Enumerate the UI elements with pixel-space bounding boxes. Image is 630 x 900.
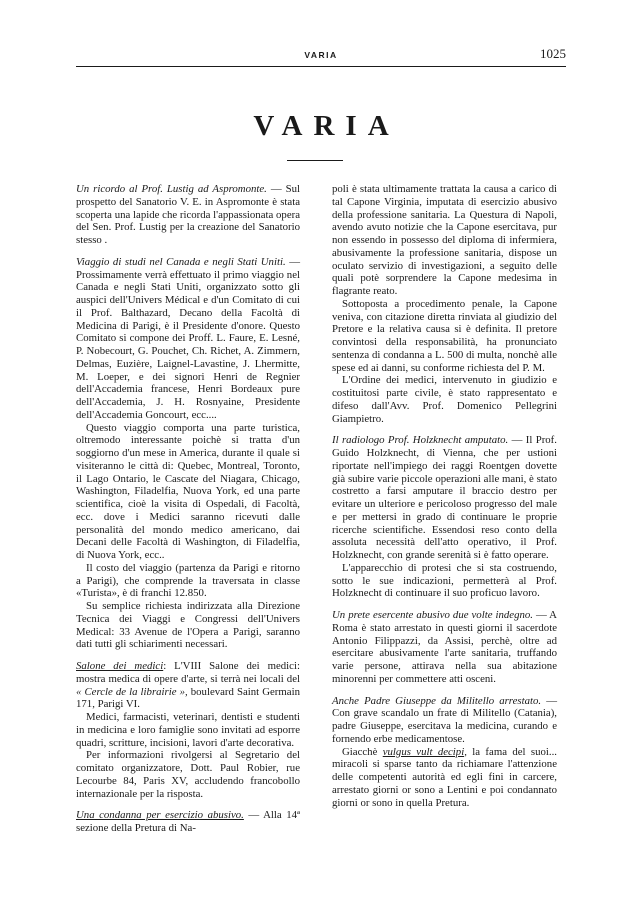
paragraph: Il costo del viaggio (partenza da Parigi e ritorno a Parigi), che comprende la traversata in classe «Turista», è di franchi 12.850. xyxy=(76,561,300,600)
article-title: Salone dei medici xyxy=(76,660,164,672)
article-body: — Prossimamente verrà effettuato il primo viaggio nel Canada e negli Stati Uniti, organizzato sotto gli auspici dell'Univers Médical e d'un Comitato di cui il Prof. Balthazard, Decano della Facoltà di Medicina di Parigi, è il Presidente d'onore. Questo Comitato si compone dei Proff. L. Faure, E. Lesné, P. Nobecourt, G. Pouchet, Ch. Richet, A. Zimmern, Delmas, Euzière, Laignel-Lavastine, J. Lhermitte, M. Loeper, e dei signori Henri de Regnier dell'Accademia francese, Henri Bordeaux pure dell'Accademia, J. H. Rosnyaine, Presidente dell'Accademia Goncourt, ecc.... xyxy=(76,255,300,421)
paragraph: Medici, farmacisti, veterinari, dentisti e studenti in medicina e loro famiglie sono invitati ad esporre quadri, scritture, incisioni, lavori d'arte decorativa. xyxy=(76,711,300,749)
article-body: — Sul prospetto del Sanatorio V. E. in Aspromonte è stata scoperta una lapide che ricorda l'appassionata opera del Sen. Prof. Lustig per la creazione del Sanatorio stesso . xyxy=(76,183,300,246)
paragraph: Sottoposta a procedimento penale, la Capone veniva, con citazione diretta rinviata al giudizio del Pretore e la relativa causa si è definita. Il pretore convintosi della responsabilità, ha pronunciato sentenza di condanna a L. 500 di multa, nonchè alle spese ed ai danni, su conforme richiesta del P. M. xyxy=(332,297,557,374)
article-body-italic: vulgus vult decipi, xyxy=(382,745,467,758)
article-viaggio xyxy=(76,256,300,422)
article-body: — Con grave scandalo un frate di Militello (Catania), padre Giuseppe, esercitava la medicina, curando e fornendo erbe medicamentose. xyxy=(332,694,558,745)
article-body-italic: « Cercle de la librairie », xyxy=(76,685,188,698)
paragraph: L'apparecchio di protesi che si sta costruendo, sotto le sue indicazioni, permetterà al Prof. Holzknecht di continuare il suo proficuo lavoro. xyxy=(332,561,557,600)
running-title: VARIA xyxy=(304,50,338,60)
paragraph: Per informazioni rivolgersi al Segretario del comitato organizzatore, Dott. Paul Robier, rue Lecourbe 84, Paris XV, accludendo francobollo internazionale per la risposta. xyxy=(76,749,300,800)
paragraph: L'Ordine dei medici, intervenuto in giudizio e costituitosi parte civile, è stato rappresentato e difeso dall'Avv. Prof. Domenico Pellegrini Giampietro. xyxy=(332,374,557,425)
paragraph: poli è stata ultimamente trattata la causa a carico di tal Capone Virginia, imputata di esercizio abusivo della professione sanitaria. La Questura di Napoli, avendo avuto notizie che la Capone esercitava, pur non essendo in possesso del diploma di infermiera, abusivamente la professione sanitaria, dispose un oculato servizio di investigazioni, a seguito delle quali potè sorprendere la Capone medesima in flagrante reato. xyxy=(332,183,557,297)
paragraph: Su semplice richiesta indirizzata alla Direzione Tecnica dei Viaggi e Congressi dell'Univers Medical: 33 Avenue de l'Opera a Parigi, saranno dati tutti gli schiarimenti necessari. xyxy=(76,600,300,651)
article-title: Una condanna per esercizio abusivo. xyxy=(76,809,244,822)
left-column xyxy=(76,183,300,835)
article-salone xyxy=(76,660,300,711)
article-title: Un prete esercente abusivo due volte indegno. xyxy=(332,609,533,621)
article-condanna xyxy=(76,809,300,835)
article-militello xyxy=(332,695,557,746)
article-holzknecht xyxy=(332,434,557,562)
article-prete xyxy=(332,609,557,686)
article-body: Giacchè xyxy=(342,745,383,758)
article-title: Anche Padre Giuseppe da Militello arrestato. xyxy=(332,694,542,707)
paragraph: Questo viaggio comporta una parte turistica, oltremodo interessante poichè si tratta d'un soggiorno d'un mese in America, durante il quale si visiteranno le città di: Quebec, Montreal, Toronto, il Lago Ontario, le Cascate del Niagara, Chicago, Washington, Filadelfia, Nuova York, ed una parte scientifica, cioè la visita di Ospedali, di Facoltà, ecc. dove i Medici saranno ricevuti dalle personalità del mondo medico americano, dai Decani delle Facoltà di Washington, di Filadelfia, di Nuova York, ecc.. xyxy=(76,421,300,561)
paragraph xyxy=(332,746,557,810)
page-number: 1025 xyxy=(540,46,566,61)
article-body: : L'VIII Salone dei medici: mostra medica di opere d'arte, si terrà nei locali del xyxy=(76,660,300,685)
section-title: VARIA xyxy=(253,110,400,142)
title-rule xyxy=(287,160,343,161)
article-title: Il radiologo Prof. Holzknecht amputato. xyxy=(332,434,509,447)
article-body: — A Roma è stato arrestato in questi giorni il sacerdote Antonio Filippazzi, da Assisi, perchè, oltre ad esercitare abusivamente l'arte sanitaria, truffando varie persone, attirava nella sua abitazione minorenni per commettere atti osceni. xyxy=(332,609,557,685)
article-body: — Alla 14ª sezione della Pretura di Na- xyxy=(76,809,300,834)
article-title: Viaggio di studi nel Canada e negli Stati Uniti. xyxy=(76,255,286,268)
article-body: la fama del suoi... miracoli si sparse tanto da richiamare l'attenzione delle competenti autorità ed egli fini in carcere, arrestato giorni or sono a Lentini e poi condannato giorni or sono in quella Pretura. xyxy=(332,745,558,809)
article-title: Un ricordo al Prof. Lustig ad Aspromonte. xyxy=(76,183,267,195)
right-column xyxy=(332,183,557,809)
article-body: — Il Prof. Guido Holzknecht, di Vienna, che per ustioni riportate nell'impiego dei raggi Roentgen dovette già subire varie piccole operazioni alle mani, è stato costretto a farsi amputare il braccio destro per evitare un ulteriore e pericoloso progresso del male e per mettersi in grado di continuare le proprie ricerche scientifiche. Essendosi reso conto della assoluta necessità dell'atto operativo, il Prof. Holzknecht, con grande serenità si è fatto operare. xyxy=(332,434,557,561)
running-head xyxy=(76,46,566,66)
header-rule xyxy=(76,66,566,67)
article-body: boulevard Saint Germain 171, Parigi VI. xyxy=(76,685,300,711)
article-lustig xyxy=(76,183,300,247)
